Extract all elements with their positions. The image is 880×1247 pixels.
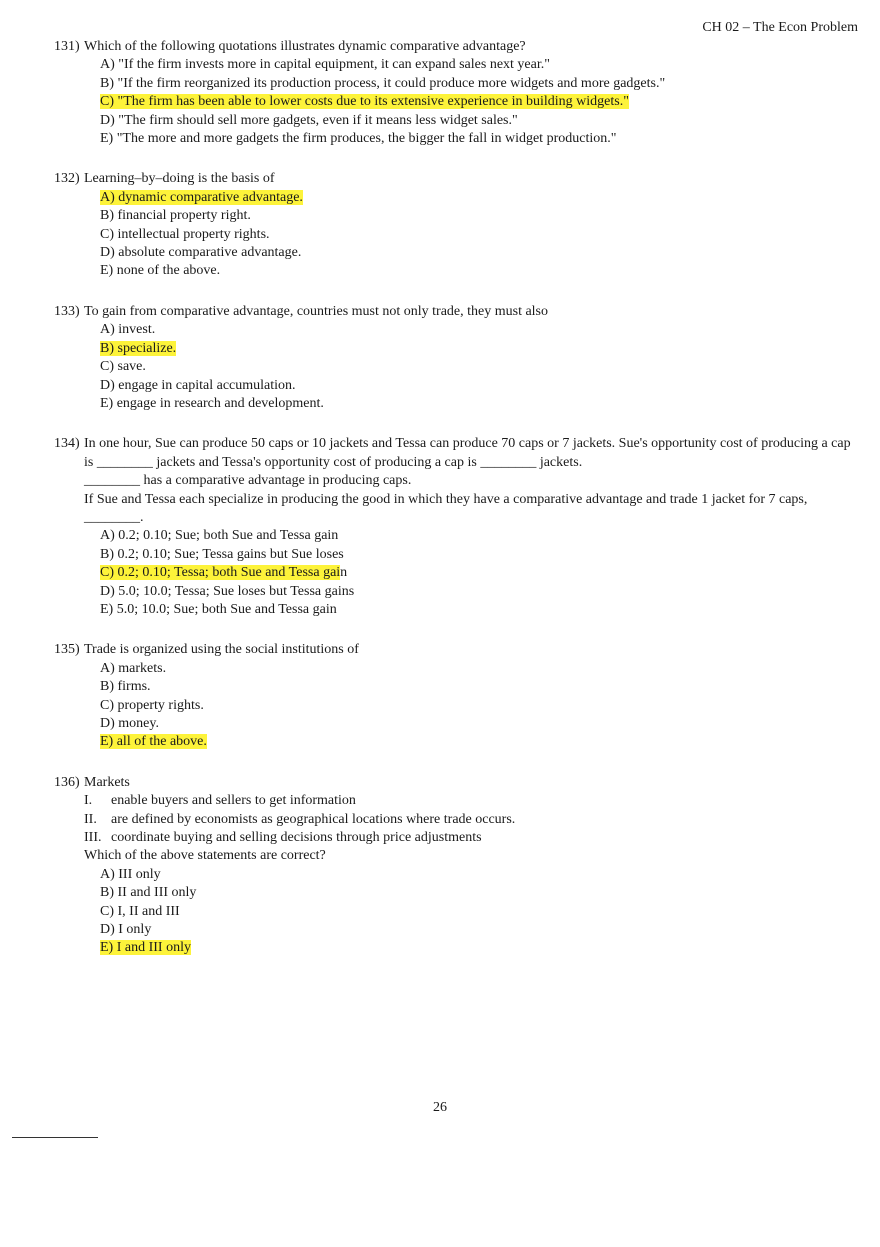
option-e: E) none of the above.	[100, 263, 221, 279]
option-c: C) I, II and III	[100, 903, 180, 919]
answer-options	[54, 660, 854, 752]
answer-options	[54, 321, 854, 413]
option-a-highlighted: A) dynamic comparative advantage.	[100, 189, 303, 205]
question-133	[54, 303, 854, 413]
question-number: 135)	[54, 642, 80, 658]
statement-text: enable buyers and sellers to get information	[111, 793, 356, 809]
option-c: C) save.	[100, 359, 146, 375]
statement-item	[84, 829, 854, 847]
question-number: 132)	[54, 171, 80, 187]
option-e: E) engage in research and development.	[100, 395, 324, 411]
running-header: CH 02 – The Econ Problem	[702, 20, 858, 35]
statement-number: III.	[84, 830, 102, 846]
question-135	[54, 641, 854, 751]
question-132	[54, 170, 854, 280]
option-d: D) I only	[100, 922, 152, 938]
question-continuation: ________ has a comparative advantage in producing caps.	[84, 473, 412, 489]
question-stem: Which of the following quotations illustrates dynamic comparative advantage?	[84, 39, 526, 54]
statement-list	[54, 792, 854, 847]
question-continuation: If Sue and Tessa each specialize in producing the good in which they have a comparative advantage and trade 1 jacket for 7 caps, ________.	[84, 491, 808, 525]
option-a: A) markets.	[100, 660, 167, 676]
question-number: 131)	[54, 39, 80, 54]
statement-number: II.	[84, 811, 97, 827]
question-131	[54, 38, 854, 148]
option-b-highlighted: B) specialize.	[100, 340, 177, 356]
question-list	[54, 38, 854, 980]
option-d: D) absolute comparative advantage.	[100, 245, 302, 261]
option-a: A) 0.2; 0.10; Sue; both Sue and Tessa gain	[100, 528, 339, 544]
option-e: E) "The more and more gadgets the firm produces, the bigger the fall in widget production."	[100, 131, 617, 147]
option-d: D) 5.0; 10.0; Tessa; Sue loses but Tessa gains	[100, 583, 355, 599]
answer-options	[54, 866, 854, 958]
statement-number: I.	[84, 793, 93, 809]
option-c-tail: n	[340, 565, 348, 581]
answer-options	[54, 527, 854, 619]
question-number: 136)	[54, 774, 80, 790]
answer-options	[54, 189, 854, 281]
question-stem: Trade is organized using the social institutions of	[84, 642, 359, 658]
statement-text: coordinate buying and selling decisions through price adjustments	[111, 830, 482, 846]
question-136	[54, 774, 854, 958]
option-b: B) firms.	[100, 679, 151, 695]
statement-item	[84, 792, 854, 810]
option-e: E) 5.0; 10.0; Sue; both Sue and Tessa gain	[100, 601, 337, 617]
question-number: 133)	[54, 303, 80, 319]
option-e-highlighted: E) all of the above.	[100, 734, 207, 750]
option-d: D) money.	[100, 716, 159, 731]
option-a: A) III only	[100, 866, 161, 882]
option-c: C) intellectual property rights.	[100, 226, 270, 242]
option-d: D) "The firm should sell more gadgets, even if it means less widget sales."	[100, 112, 518, 128]
option-d: D) engage in capital accumulation.	[100, 377, 296, 393]
statement-text: are defined by economists as geographical locations where trade occurs.	[111, 811, 516, 827]
question-134	[54, 435, 854, 619]
question-stem: To gain from comparative advantage, countries must not only trade, they must also	[84, 303, 549, 319]
option-c-highlighted: C) 0.2; 0.10; Tessa; both Sue and Tessa gai	[100, 565, 341, 581]
option-b: B) financial property right.	[100, 208, 251, 224]
question-number: 134)	[54, 436, 80, 452]
answer-options	[54, 56, 854, 148]
option-b: B) 0.2; 0.10; Sue; Tessa gains but Sue loses	[100, 546, 344, 562]
question-stem: Learning–by–doing is the basis of	[84, 171, 275, 187]
option-a: A) "If the firm invests more in capital equipment, it can expand sales next year."	[100, 57, 550, 73]
statement-item	[84, 811, 854, 829]
page-number: 26	[433, 1100, 447, 1115]
question-stem: Markets	[84, 774, 130, 790]
option-c-highlighted: C) "The firm has been able to lower costs due to its extensive experience in building widgets."	[100, 94, 629, 110]
question-prompt: Which of the above statements are correct?	[84, 848, 326, 864]
option-a: A) invest.	[100, 322, 156, 338]
footnote-rule	[12, 1137, 98, 1138]
option-b: B) II and III only	[100, 885, 197, 901]
option-e-highlighted: E) I and III only	[100, 940, 191, 956]
option-b: B) "If the firm reorganized its production process, it could produce more widgets and more gadgets."	[100, 75, 666, 91]
option-c: C) property rights.	[100, 697, 204, 713]
question-stem: In one hour, Sue can produce 50 caps or 10 jackets and Tessa can produce 70 caps or 7 jackets. Sue's opportunity cost of producing a cap is ________ jackets and Tessa's opportunity cost of producing a cap is ________ jackets.	[84, 436, 851, 470]
